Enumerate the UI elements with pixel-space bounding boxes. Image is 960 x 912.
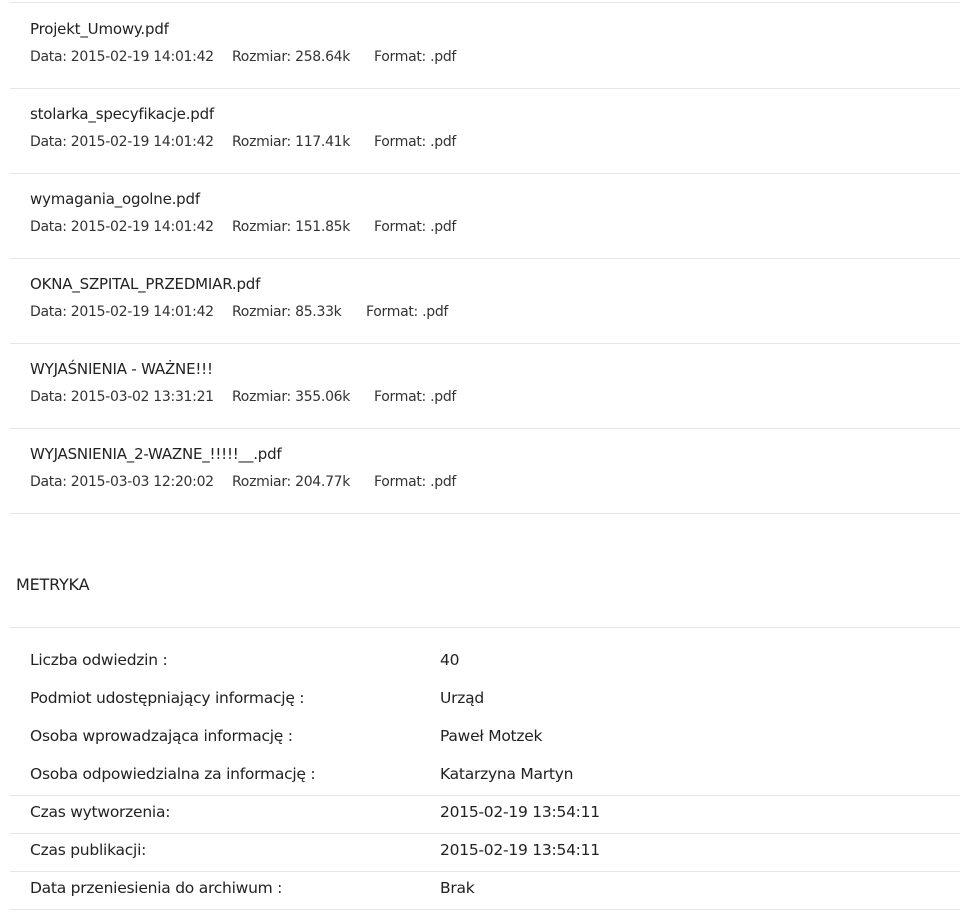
attachment-format: Format: .pdf	[374, 134, 457, 150]
attachment-meta	[30, 219, 456, 235]
attachment-link[interactable]: stolarka_specyfikacje.pdf	[30, 105, 215, 123]
attachment-format: Format: .pdf	[374, 219, 457, 235]
metric-row-published	[10, 834, 960, 872]
attachment-link[interactable]: OKNA_SZPITAL_PRZEDMIAR.pdf	[30, 275, 261, 293]
attachment-item	[10, 89, 960, 174]
attachment-size: Rozmiar: 258.64k	[232, 49, 351, 65]
metric-value: Brak	[440, 879, 475, 897]
attachment-format: Format: .pdf	[374, 49, 457, 65]
metric-value: 40	[440, 651, 460, 669]
attachment-item	[10, 174, 960, 259]
attachment-link[interactable]: WYJAŚNIENIA - WAŻNE!!!	[30, 360, 213, 378]
attachment-meta	[30, 304, 448, 320]
metric-row-created	[10, 796, 960, 834]
attachments-list	[10, 4, 960, 514]
metric-label: Czas wytworzenia:	[30, 803, 171, 821]
attachment-size: Rozmiar: 117.41k	[232, 134, 351, 150]
attachment-format: Format: .pdf	[374, 389, 457, 405]
metryka-heading: METRYKA	[16, 575, 90, 594]
metric-value: Urząd	[440, 689, 484, 707]
attachment-format: Format: .pdf	[374, 474, 457, 490]
metric-value: Paweł Motzek	[440, 727, 543, 745]
metryka-divider	[10, 627, 960, 628]
attachment-item	[10, 344, 960, 429]
top-divider	[10, 2, 960, 3]
metric-label: Czas publikacji:	[30, 841, 147, 859]
attachment-link[interactable]: wymagania_ogolne.pdf	[30, 190, 200, 208]
metric-row-author	[10, 720, 960, 758]
attachment-date: Data: 2015-03-03 12:20:02	[30, 474, 214, 490]
attachment-size: Rozmiar: 355.06k	[232, 389, 351, 405]
attachment-date: Data: 2015-02-19 14:01:42	[30, 134, 214, 150]
metric-value: 2015-02-19 13:54:11	[440, 841, 600, 859]
metric-label: Data przeniesienia do archiwum :	[30, 879, 283, 897]
metric-label: Osoba wprowadzająca informację :	[30, 727, 293, 745]
attachment-meta	[30, 49, 456, 65]
metric-value: Katarzyna Martyn	[440, 765, 574, 783]
metric-label: Podmiot udostępniający informację :	[30, 689, 305, 707]
attachment-format: Format: .pdf	[366, 304, 449, 320]
metric-row-visits	[10, 644, 960, 682]
attachment-link[interactable]: WYJASNIENIA_2-WAZNE_!!!!!__.pdf	[30, 445, 282, 463]
attachment-date: Data: 2015-02-19 14:01:42	[30, 49, 214, 65]
attachment-meta	[30, 389, 456, 405]
attachment-item	[10, 259, 960, 344]
attachment-size: Rozmiar: 204.77k	[232, 474, 351, 490]
metric-row-archived	[10, 872, 960, 910]
attachment-size: Rozmiar: 85.33k	[232, 304, 342, 320]
attachment-meta	[30, 474, 456, 490]
attachment-size: Rozmiar: 151.85k	[232, 219, 351, 235]
metric-value: 2015-02-19 13:54:11	[440, 803, 600, 821]
metric-label: Liczba odwiedzin :	[30, 651, 168, 669]
metric-row-entity	[10, 682, 960, 720]
attachment-meta	[30, 134, 456, 150]
attachment-item	[10, 4, 960, 89]
attachment-date: Data: 2015-02-19 14:01:42	[30, 219, 214, 235]
attachment-item	[10, 429, 960, 514]
metric-row-responsible	[10, 758, 960, 796]
attachment-date: Data: 2015-02-19 14:01:42	[30, 304, 214, 320]
attachment-date: Data: 2015-03-02 13:31:21	[30, 389, 214, 405]
metryka-table	[10, 644, 960, 910]
metric-label: Osoba odpowiedzialna za informację :	[30, 765, 316, 783]
attachment-link[interactable]: Projekt_Umowy.pdf	[30, 20, 169, 38]
